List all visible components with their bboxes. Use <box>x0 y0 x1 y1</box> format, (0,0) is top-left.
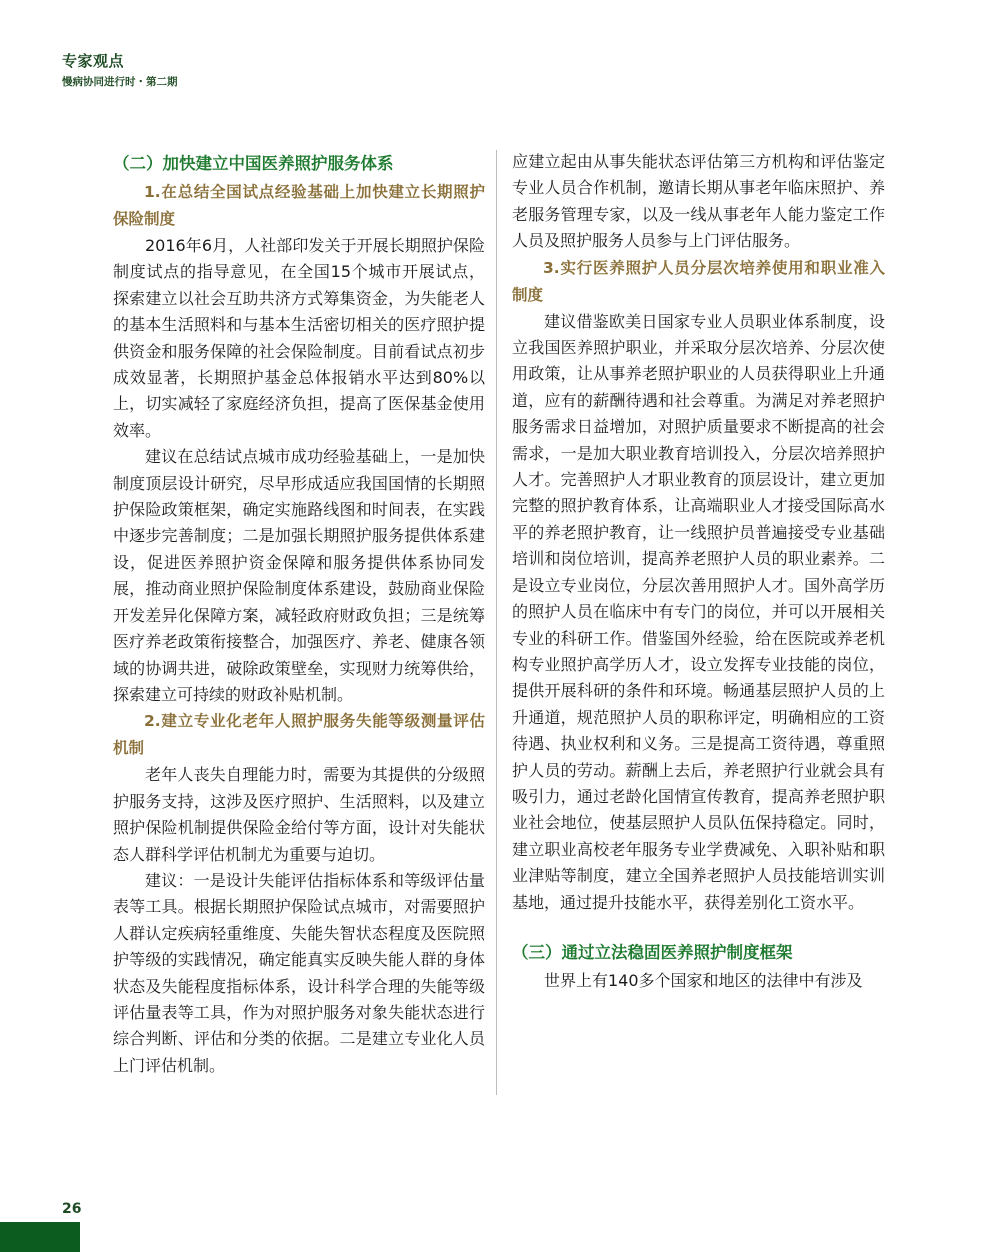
spacer <box>512 916 885 938</box>
paragraph: 建议：一是设计失能评估指标体系和等级评估量表等工具。根据长期照护保险试点城市，对需要照护人群认定疾病轻重维度、失能失智状态程度及医院照护等级的实践情况，确定能真实反映失能人群的身体状态及失能程度指标体系，设计科学合理的失能等级评估量表等工具，作为对照护服务对象失能状态进行综合判断、评估和分类的依据。二是建立专业化人员上门评估机制。 <box>113 870 485 1075</box>
issue-subtitle: 慢病协同进行时・第二期 <box>62 76 178 88</box>
paragraph: 2016年6月，人社部印发关于开展长期照护保险制度试点的指导意见，在全国15个城市开展试点，探索建立以社会互助共济方式筹集资金，为失能老人的基本生活照料和与基本生活密切相关的医疗照护提供资金和服务保障的社会保险制度。目前看试点初步成效显著，长期照护基金总体报销水平达到80%以上，切实减轻了家庭经济负担，提高了医保基金使用效率。 <box>113 236 485 440</box>
paragraph: 世界上有140多个国家和地区的法律中有涉及 <box>544 970 863 990</box>
subheading-1: 1.在总结全国试点经验基础上加快建立长期照护保险制度 <box>113 183 485 228</box>
paragraph: 建议在总结试点城市成功经验基础上，一是加快制度顶层设计研究，尽早形成适应我国国情的长期照护保险政策框架，确定实施路线图和时间表，在实践中逐步完善制度；二是加强长期照护服务提供体系建设，促进医养照护资金保障和服务提供体系协同发展，推动商业照护保险制度体系建设，鼓励商业保险开发差异化保障方案，减轻政府财政负担；三是统筹医疗养老政策衔接整合，加强医疗、养老、健康各领域的协调共进，破除政策壁垒，实现财力统筹供给，探索建立可持续的财政补贴机制。 <box>113 447 485 704</box>
section-heading-2: （二）加快建立中国医养照护服务体系 <box>113 154 394 173</box>
page-corner-bar <box>0 1222 80 1252</box>
subheading-2: 2.建立专业化老年人照护服务失能等级测量评估机制 <box>113 712 485 758</box>
magazine-section-title: 专家观点 <box>62 52 125 70</box>
paragraph: 建议借鉴欧美日国家专业人员职业体系制度，设立我国医养照护职业，并采取分层次培养、分层次使用政策，让从事养老照护职业的人员获得职业上升通道，应有的薪酬待遇和社会尊重。为满足对养老照护服务需求日益增加，对照护质量要求不断提高的社会需求，一是加大职业教育培训投入，分层次培养照护人才。完善照护人才职业教育的顶层设计，建立更加完整的照护教育体系，让高端职业人才接受国际高水平的养老照护教育，让一线照护员普遍接受专业基础培训和岗位培训，提高养老照护人员的职业素养。二是设立专业岗位，分层次善用照护人才。国外高学历的照护人员在临床中有专门的岗位，并可以开展相关专业的科研工作。借鉴国外经验，给在医院或养老机构专业照护高学历人才，设立发挥专业技能的岗位，提供开展科研的条件和环境。畅通基层照护人员的上升通道，规范照护人员的职称评定，明确相应的工资待遇、执业权利和义务。三是提高工资待遇，尊重照护人员的劳动。薪酬上去后，养老照护行业就会具有吸引力，通过老龄化国情宣传教育，提高养老照护职业社会地位，使基层照护人员队伍保持稳定。同时，建立职业高校老年服务专业学费减免、入职补贴和职业津贴等制度，建立全国养老照护人员技能培训实训基地，通过提升技能水平，获得差别化工资水平。 <box>512 311 885 912</box>
right-column <box>512 149 885 994</box>
page-number: 26 <box>62 1201 82 1217</box>
paragraph: 老年人丧失自理能力时，需要为其提供的分级照护服务支持，这涉及医疗照护、生活照料，以及建立照护保险机制提供保险金给付等方面，设计对失能状态人群科学评估机制尤为重要与迫切。 <box>113 765 485 864</box>
paragraph-continued: 应建立起由从事失能状态评估第三方机构和评估鉴定专业人员合作机制，邀请长期从事老年临床照护、养老服务管理专家，以及一线从事老年人能力鉴定工作人员及照护服务人员参与上门评估服务。 <box>512 152 885 251</box>
section-heading-3: （三）通过立法稳固医养照护制度框架 <box>512 942 793 962</box>
left-column <box>113 149 485 1079</box>
column-divider <box>496 150 497 1095</box>
subheading-3: 3.实行医养照护人员分层次培养使用和职业准入制度 <box>512 258 885 304</box>
